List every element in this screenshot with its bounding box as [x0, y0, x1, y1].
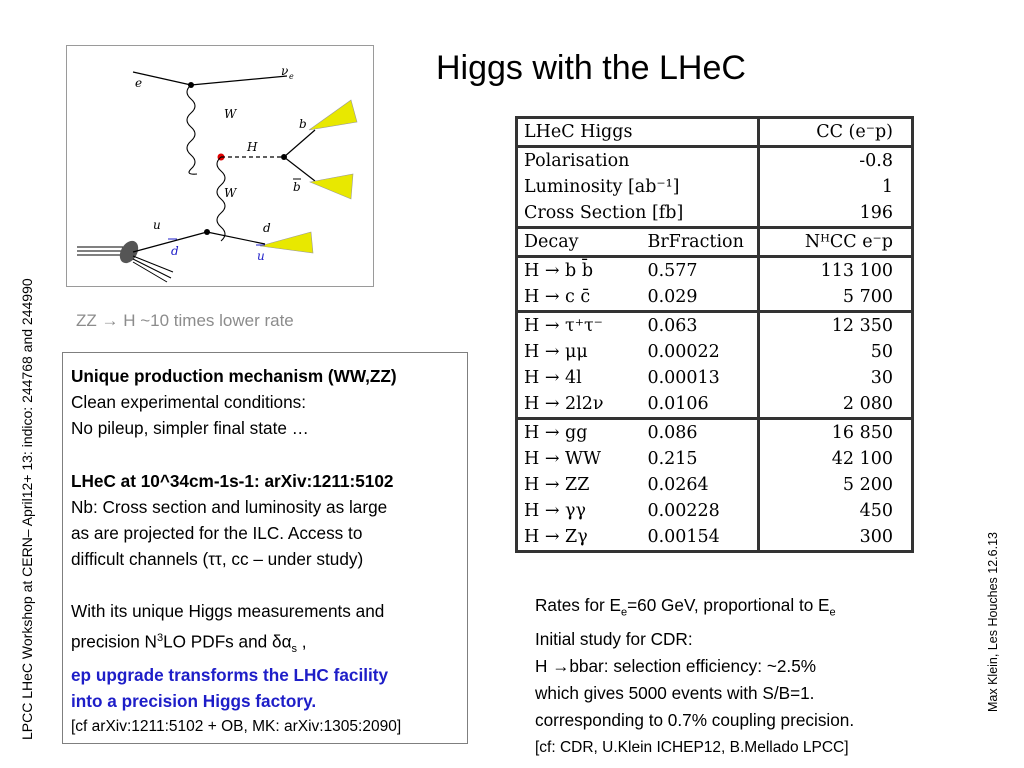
- table-cell: 0.086: [641, 419, 758, 447]
- workshop-footer-vertical: LPCC LHeC Workshop at CERN– April12+ 13: indico: 244768 and 244990: [19, 278, 35, 740]
- table-cell: 300: [758, 524, 912, 552]
- text-line: Clean experimental conditions:: [71, 392, 307, 413]
- table-row: Polarisation -0.8: [517, 147, 913, 175]
- table-cell: H → μμ: [517, 339, 642, 365]
- table-row: [517, 472, 913, 498]
- table-cell: 0.00013: [647, 368, 720, 388]
- rates-notes: [535, 592, 854, 761]
- table-cell: 5 200: [758, 472, 912, 498]
- table-cell: H → b b̄: [517, 257, 642, 285]
- proton-remnant: [133, 256, 173, 282]
- slide-title: Higgs with the LHeC: [436, 49, 746, 87]
- table-cell: 0.00154: [641, 524, 758, 552]
- table-cell: 0.0106: [647, 394, 709, 414]
- text-line: [cf arXiv:1211:5102 + OB, MK: arXiv:1305:2090]: [71, 718, 402, 736]
- table-cell: H → τ⁺τ⁻: [517, 312, 642, 340]
- label-bbar: b: [293, 180, 301, 194]
- table-cell: H → ZZ: [517, 472, 642, 498]
- table-row: [517, 524, 913, 552]
- table-cell: 450: [758, 498, 912, 524]
- label-d: d: [263, 221, 271, 235]
- table-cell: 12 350: [758, 312, 912, 340]
- text-line: corresponding to 0.7% coupling precision.: [535, 710, 855, 731]
- table-cell: 30: [758, 365, 912, 391]
- text-line: No pileup, simpler final state …: [71, 418, 309, 439]
- table-cell: 0.215: [647, 449, 698, 469]
- table-row: [517, 312, 913, 340]
- table-header-col: CC (e⁻p): [758, 118, 912, 147]
- table-cell: 113 100: [758, 257, 912, 285]
- table-cell: 50: [758, 339, 912, 365]
- table-decay-header-row: Decay BrFraction NᴴCC e⁻p: [517, 228, 913, 257]
- label-w-top: W: [224, 107, 237, 121]
- table-cell: 0.577: [641, 257, 758, 285]
- table-cell: 2 080: [758, 391, 912, 419]
- label-dbar: d: [171, 244, 179, 258]
- text-line: LHeC at 10^34cm-1s-1: arXiv:1211:5102: [71, 470, 394, 491]
- table-cell: H → 4l: [517, 365, 642, 391]
- label-ubar: u: [257, 249, 265, 263]
- text-line: difficult channels (ττ, cc – under study): [71, 549, 364, 570]
- text-line: into a precision Higgs factory.: [71, 691, 317, 712]
- table-row: [517, 498, 913, 524]
- table-cell: 0.063: [641, 312, 758, 340]
- table-row: [517, 339, 913, 365]
- table-cell: H → Zγ: [517, 524, 642, 552]
- text-line: as are projected for the ILC. Access to: [71, 523, 363, 544]
- summary-textbox: [62, 352, 468, 744]
- table-cell: 5 700: [758, 284, 912, 312]
- text-line: Initial study for CDR:: [535, 629, 693, 650]
- bbar-jet-cone: [310, 174, 353, 199]
- higgs-decay-table: [515, 116, 914, 553]
- table-cell: H → 2l2ν: [517, 391, 642, 419]
- b-quark-line: [284, 130, 315, 157]
- label-u: u: [153, 218, 161, 232]
- text-line: Nb: Cross section and luminosity as large: [71, 496, 388, 517]
- text-line: which gives 5000 events with S/B=1.: [535, 683, 815, 704]
- text-line: ep upgrade transforms the LHC facility: [71, 665, 389, 685]
- table-row: [517, 284, 913, 312]
- table-cell: 0.029: [647, 287, 698, 307]
- text-line: With its unique Higgs measurements and: [71, 601, 385, 622]
- table-row: [517, 257, 913, 285]
- u-quark-line: [133, 232, 207, 252]
- feynman-diagram: [66, 45, 374, 287]
- label-h: H: [247, 140, 258, 154]
- table-row: Luminosity [ab⁻¹] 1: [517, 174, 913, 200]
- author-footer-vertical: Max Klein, Les Houches 12.6.13: [986, 532, 1000, 712]
- text-line: Rates for $E_e=60$ GeV, proportional to $E_e$: [535, 595, 836, 619]
- table-row: [517, 391, 913, 419]
- neutrino-line: [191, 76, 287, 85]
- table-header-name: LHeC Higgs: [517, 118, 759, 147]
- arrow-icon: →: [552, 656, 570, 677]
- table-cell: H → WW: [517, 446, 642, 472]
- w-boson-upper: [187, 85, 197, 174]
- bbar-quark-line: [284, 157, 315, 181]
- table-row: [517, 419, 913, 447]
- label-b: b: [299, 117, 307, 131]
- feynman-diagram-svg: [67, 46, 373, 286]
- label-w-bottom: W: [224, 186, 237, 200]
- label-e: e: [135, 76, 143, 90]
- text-line: precision $N^3LO$ PDFs and $\delta\alpha_s$ ,: [71, 631, 307, 655]
- table-cell: 16 850: [758, 419, 912, 447]
- text-line: H →bbar: selection efficiency: ~2.5%: [535, 656, 817, 677]
- table-cell: 0.00228: [647, 501, 720, 521]
- d-jet-cone: [260, 232, 313, 253]
- table-cell: 0.0264: [647, 475, 709, 495]
- zz-rate-note: ZZ → H ~10 times lower rate: [76, 311, 294, 330]
- table-row: [517, 446, 913, 472]
- table-cell: H → c c̄: [517, 284, 642, 312]
- table-cell: H → γγ: [517, 498, 642, 524]
- arrow-icon: →: [101, 311, 119, 330]
- text-line: Unique production mechanism (WW,ZZ): [71, 366, 397, 386]
- table-cell: H → gg: [517, 419, 642, 447]
- label-nu-sub: e: [289, 72, 294, 81]
- table-cell: 0.00022: [647, 342, 720, 362]
- table-header-row: [517, 118, 913, 147]
- table-cell: 42 100: [758, 446, 912, 472]
- label-nu: ν: [281, 64, 289, 78]
- b-jet-cone: [309, 100, 357, 130]
- text-line: [cf: CDR, U.Klein ICHEP12, B.Mellado LPCC]: [535, 739, 849, 757]
- table-row: [517, 365, 913, 391]
- table-row: Cross Section [fb] 196: [517, 200, 913, 228]
- d-quark-line: [207, 232, 265, 244]
